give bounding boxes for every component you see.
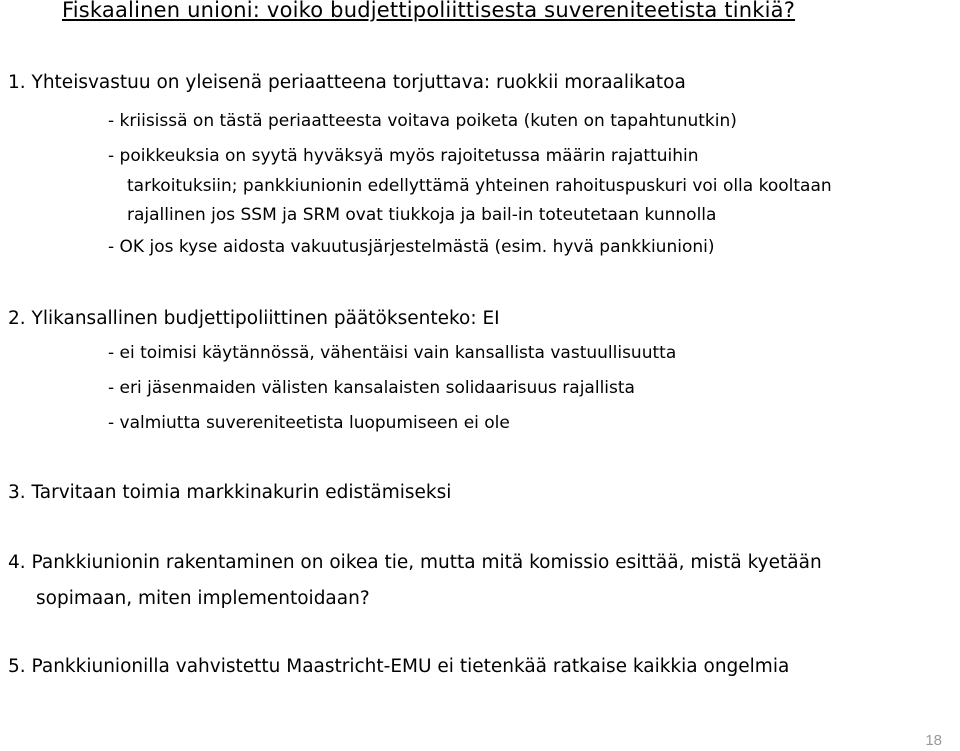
item-4: 4. Pankkiunionin rakentaminen on oikea tie, mutta mitä komissio esittää, mistä kyetään [8,552,822,573]
item-1-sub-1: - kriisissä on tästä periaatteesta voitava poiketa (kuten on tapahtunutkin) [108,111,737,131]
item-2-sub-2: - eri jäsenmaiden välisten kansalaisten solidaarisuus rajallista [108,378,635,398]
item-1: 1. Yhteisvastuu on yleisenä periaatteena torjuttava: ruokkii moraalikatoa [8,72,686,93]
item-2-sub-1: - ei toimisi käytännössä, vähentäisi vain kansallista vastuullisuutta [108,343,677,363]
item-1-sub-2: - poikkeuksia on syytä hyväksyä myös rajoitetussa määrin rajattuihin [108,146,699,166]
page-number: 18 [925,732,942,749]
item-2-sub-3: - valmiutta suvereniteetista luopumiseen ei ole [108,413,510,433]
item-1-sub-3: tarkoituksiin; pankkiunionin edellyttämä yhteinen rahoituspuskuri voi olla kooltaan [127,176,832,196]
item-1-sub-4: rajallinen jos SSM ja SRM ovat tiukkoja ja bail-in toteutetaan kunnolla [127,205,717,225]
slide-title: Fiskaalinen unioni: voiko budjettipoliittisesta suvereniteetista tinkiä? [62,0,796,22]
item-4-continuation: sopimaan, miten implementoidaan? [36,588,370,609]
item-1-sub-5: - OK jos kyse aidosta vakuutusjärjestelmästä (esim. hyvä pankkiunioni) [108,237,715,257]
item-3: 3. Tarvitaan toimia markkinakurin edistämiseksi [8,482,452,503]
item-5: 5. Pankkiunionilla vahvistettu Maastricht-EMU ei tietenkää ratkaise kaikkia ongelmia [8,656,790,677]
item-2: 2. Ylikansallinen budjettipoliittinen päätöksenteko: EI [8,308,500,329]
